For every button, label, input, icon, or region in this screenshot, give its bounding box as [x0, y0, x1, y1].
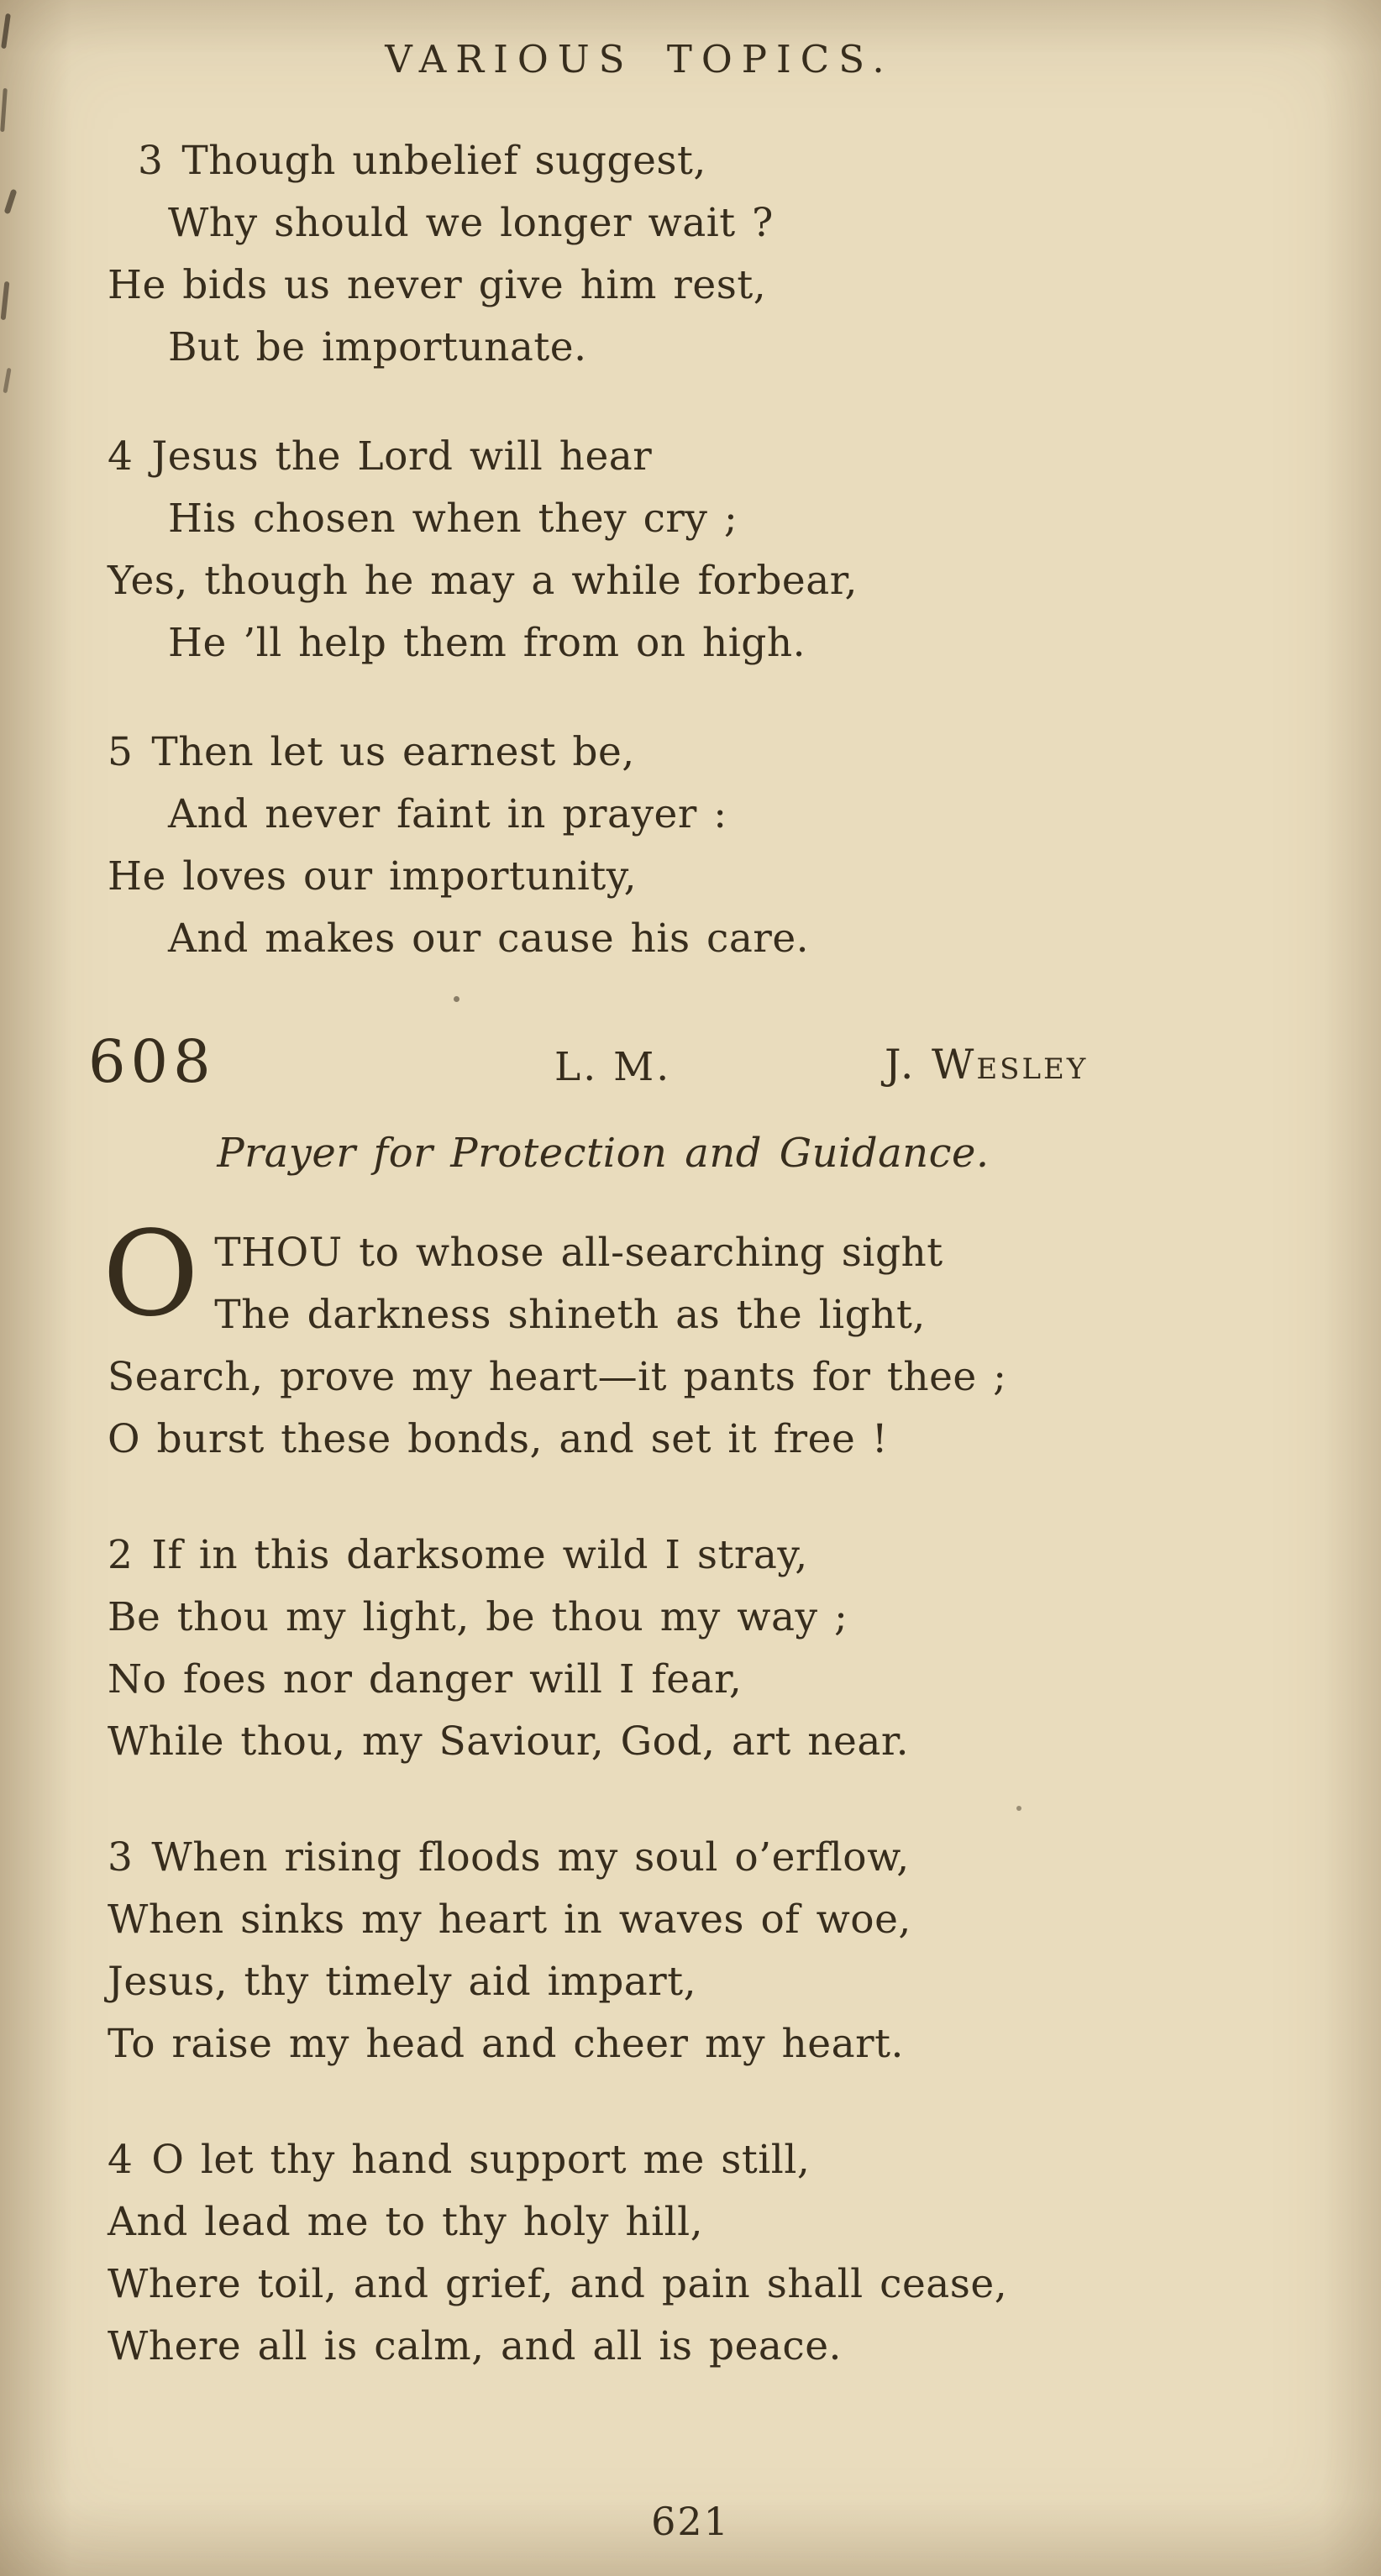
verse-text: Jesus the Lord will hear: [151, 433, 653, 480]
verse-line: Jesus, thy timely aid impart,: [108, 1959, 697, 2005]
verse-line: O burst these bonds, and set it free !: [108, 1416, 889, 1462]
verse-line: To raise my head and cheer my heart.: [108, 2021, 904, 2067]
stanza: [108, 1524, 1285, 1773]
verse-line: [108, 426, 1285, 488]
verse-text: Though unbelief suggest,: [181, 138, 706, 184]
verse-line: Search, prove my heart—it pants for thee ;: [108, 1354, 1007, 1400]
scan-artifact: [4, 189, 18, 215]
drop-cap: O: [102, 1206, 200, 1343]
stanza-number: 4: [108, 433, 134, 480]
verse-line: But be importunate.: [168, 324, 587, 370]
stanza: [108, 426, 1285, 674]
verse-line: Yes, though he may a while forbear,: [108, 558, 858, 604]
verse-line: He loves our importunity,: [108, 853, 638, 900]
scan-artifact: [1, 13, 11, 49]
verse-line: He bids us never give him rest,: [108, 262, 767, 308]
verse-line: Why should we longer wait ?: [168, 200, 774, 246]
verse-line: The darkness shineth as the light,: [214, 1292, 926, 1338]
stanza: [108, 1827, 1285, 2075]
stanza-number: 5: [108, 729, 134, 775]
scan-artifact: [0, 88, 8, 132]
verse-line: And never faint in prayer :: [168, 791, 727, 837]
stanza: [102, 1206, 1285, 1471]
stanza: [108, 130, 1285, 379]
verse-line: Be thou my light, be thou my way ;: [108, 1594, 848, 1640]
verse-line: [108, 1524, 1285, 1587]
verse-line: [108, 721, 1285, 784]
stanza: [108, 2129, 1285, 2378]
stanza-number: 4: [108, 2137, 134, 2183]
stanza-number: 3: [108, 1834, 134, 1881]
stanza-number: 2: [108, 1532, 134, 1578]
verse-text: Then let us earnest be,: [151, 729, 635, 775]
verse-line: No foes nor danger will I fear,: [108, 1656, 743, 1702]
hymn-number: 608: [88, 1027, 216, 1096]
verse-line: Where toil, and grief, and pain shall cease,: [108, 2261, 1008, 2307]
running-header: VARIOUS TOPICS.: [385, 37, 894, 81]
verse-line: THOU to whose all-searching sight: [214, 1230, 943, 1276]
verse-line: And makes our cause his care.: [168, 916, 810, 962]
verse-line: He ’ll help them from on high.: [168, 620, 806, 666]
verse-text: O let thy hand support me still,: [151, 2137, 811, 2183]
page-content: [88, 37, 1285, 2432]
verse-line: [108, 2129, 1285, 2191]
verse-line: While thou, my Saviour, God, art near.: [108, 1718, 910, 1765]
verse-line: [108, 1827, 1285, 1889]
verse-line: His chosen when they cry ;: [168, 496, 738, 542]
verse-line: [138, 130, 1285, 192]
hymn-author: J. Wesley: [885, 1041, 1089, 1089]
verse-line: When sinks my heart in waves of woe,: [108, 1897, 911, 1943]
hymn-meter: L. M.: [554, 1044, 672, 1090]
scan-artifact: [3, 368, 11, 393]
stanza-number: 3: [138, 138, 164, 184]
hymn-heading: [88, 1024, 1285, 1104]
verse-line: Where all is calm, and all is peace.: [108, 2323, 842, 2369]
scan-artifact: [1, 281, 10, 320]
verse-text: When rising floods my soul o’erflow,: [151, 1834, 910, 1881]
verse-text: If in this darksome wild I stray,: [151, 1532, 808, 1578]
verse-line: And lead me to thy holy hill,: [108, 2199, 704, 2245]
page-number: 621: [651, 2499, 730, 2544]
hymn-title: Prayer for Protection and Guidance.: [217, 1130, 990, 1177]
stanza: [108, 721, 1285, 970]
